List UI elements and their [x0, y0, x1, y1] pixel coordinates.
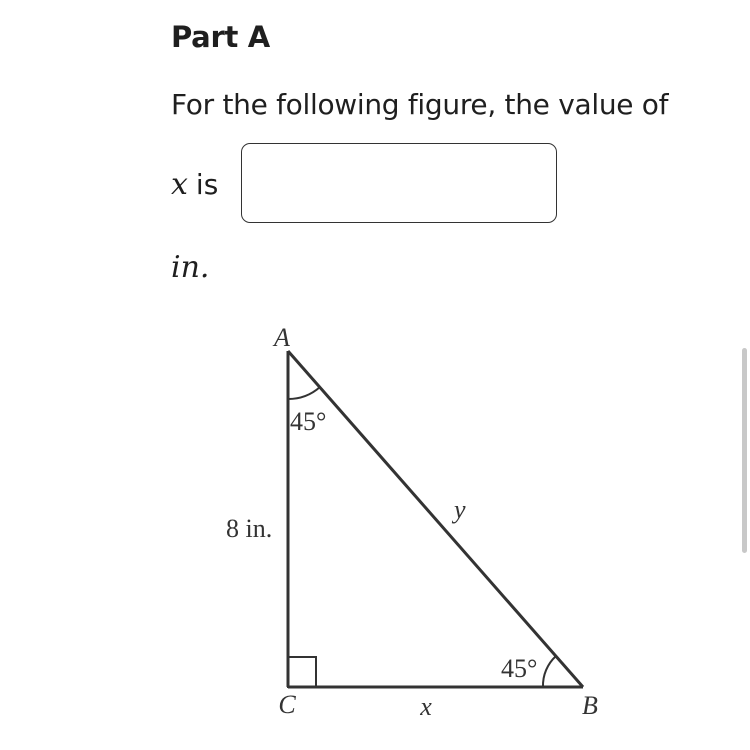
vertex-c-label: C — [278, 690, 296, 719]
triangle-shape — [288, 351, 583, 687]
side-ac-label: 8 in. — [226, 514, 273, 543]
question-prompt: For the following figure, the value of — [171, 88, 669, 121]
vertex-a-label: A — [274, 323, 290, 352]
angle-b-arc — [543, 656, 556, 687]
part-title: Part A — [171, 20, 270, 54]
scrollbar[interactable] — [742, 348, 747, 553]
unit-label: in. — [171, 250, 210, 285]
angle-a-label: 45° — [290, 407, 327, 436]
side-cb-label: x — [420, 692, 432, 721]
side-ab-line — [288, 351, 583, 687]
vertex-b-label: B — [582, 691, 598, 720]
side-ab-label: y — [454, 495, 466, 524]
angle-b-label: 45° — [501, 654, 538, 683]
angle-a-arc — [288, 387, 320, 399]
right-angle-marker — [288, 657, 316, 687]
is-label: is — [195, 167, 219, 201]
angle-markers — [288, 387, 556, 687]
variable-x: x — [171, 166, 188, 202]
